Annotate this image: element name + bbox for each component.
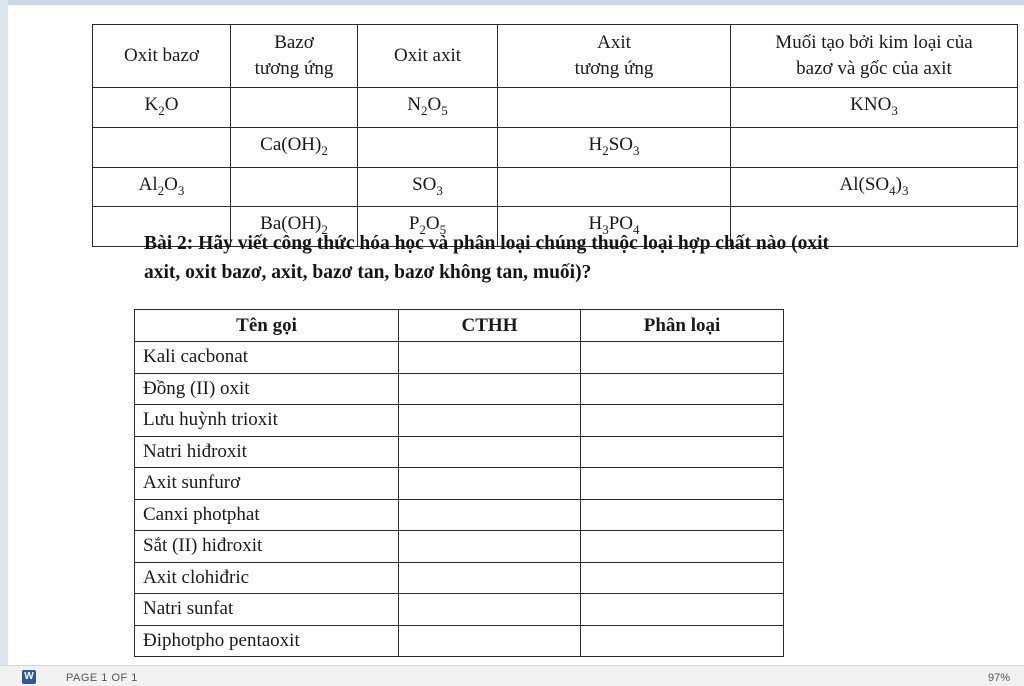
formula-cell: $N_2O_5$	[358, 88, 498, 128]
header-oxit-bazo: Oxit bazơ	[93, 25, 231, 88]
formula-cell	[498, 167, 731, 207]
cthh-cell[interactable]	[399, 405, 581, 437]
compound-name: Lưu huỳnh trioxit	[135, 405, 399, 437]
exercise-line-2: axit, oxit bazơ, axit, bazơ tan, bazơ không tan, muối)?	[144, 262, 592, 283]
formula-cell	[358, 127, 498, 167]
naming-table	[134, 309, 784, 657]
formula-cell	[231, 88, 358, 128]
phan-loai-cell[interactable]	[581, 468, 784, 500]
header-muoi: Muối tạo bởi kim loại của bazơ và gốc của axit	[731, 25, 1018, 88]
header-cthh: CTHH	[399, 310, 581, 342]
formula-cell	[93, 127, 231, 167]
header-ten-goi: Tên gọi	[135, 310, 399, 342]
formula-cell: $KNO_3$	[731, 88, 1018, 128]
naming-row	[135, 468, 784, 500]
cthh-cell[interactable]	[399, 531, 581, 563]
formula-cell	[731, 127, 1018, 167]
compound-row	[93, 127, 1018, 167]
compound-name: Sắt (II) hiđroxit	[135, 531, 399, 563]
phan-loai-cell[interactable]	[581, 562, 784, 594]
naming-row	[135, 625, 784, 657]
formula-cell: $Ca(OH)_2$	[231, 127, 358, 167]
phan-loai-cell[interactable]	[581, 405, 784, 437]
compound-name: Axit sunfurơ	[135, 468, 399, 500]
cthh-cell[interactable]	[399, 625, 581, 657]
compound-table-body	[93, 88, 1018, 247]
compound-name: Đồng (II) oxit	[135, 373, 399, 405]
word-icon[interactable]: W	[22, 670, 36, 684]
naming-row	[135, 436, 784, 468]
formula-cell: $Ba(OH)_2$	[231, 207, 358, 247]
header-bazo-tuong-ung: Bazơ tương ứng	[231, 25, 358, 88]
exercise-line-1: Bài 2: Hãy viết công thức hóa học và phân loại chúng thuộc loại hợp chất nào (oxit	[144, 233, 830, 254]
compound-table-header	[93, 25, 1018, 88]
compound-table	[92, 24, 1018, 247]
formula-cell	[498, 88, 731, 128]
formula-cell: $Al(SO_4)_3$	[731, 167, 1018, 207]
naming-row	[135, 594, 784, 626]
phan-loai-cell[interactable]	[581, 436, 784, 468]
formula-cell	[231, 167, 358, 207]
compound-name: Natri hiđroxit	[135, 436, 399, 468]
cthh-cell[interactable]	[399, 468, 581, 500]
formula-cell: $Al_2O_3$	[93, 167, 231, 207]
formula-cell: $H_2SO_3$	[498, 127, 731, 167]
naming-row	[135, 562, 784, 594]
status-bar	[0, 665, 1024, 686]
phan-loai-cell[interactable]	[581, 531, 784, 563]
phan-loai-cell[interactable]	[581, 342, 784, 374]
header-phan-loai: Phân loại	[581, 310, 784, 342]
window-left-border	[0, 0, 8, 665]
naming-row	[135, 405, 784, 437]
compound-name: Canxi photphat	[135, 499, 399, 531]
cthh-cell[interactable]	[399, 436, 581, 468]
cthh-cell[interactable]	[399, 594, 581, 626]
compound-name: Natri sunfat	[135, 594, 399, 626]
naming-row	[135, 342, 784, 374]
formula-cell: $K_2O$	[93, 88, 231, 128]
compound-name: Axit clohiđric	[135, 562, 399, 594]
cthh-cell[interactable]	[399, 499, 581, 531]
compound-row	[93, 167, 1018, 207]
cthh-cell[interactable]	[399, 373, 581, 405]
phan-loai-cell[interactable]	[581, 625, 784, 657]
cthh-cell[interactable]	[399, 342, 581, 374]
compound-name: Điphotpho pentaoxit	[135, 625, 399, 657]
phan-loai-cell[interactable]	[581, 594, 784, 626]
header-oxit-axit: Oxit axit	[358, 25, 498, 88]
compound-name: Kali cacbonat	[135, 342, 399, 374]
naming-row	[135, 373, 784, 405]
naming-table-header	[135, 310, 784, 342]
page-indicator[interactable]: PAGE 1 OF 1	[66, 672, 138, 684]
cthh-cell[interactable]	[399, 562, 581, 594]
formula-cell: $P_2O_5$	[358, 207, 498, 247]
compound-row	[93, 88, 1018, 128]
header-axit-tuong-ung: Axit tương ứng	[498, 25, 731, 88]
formula-cell: $SO_3$	[358, 167, 498, 207]
naming-row	[135, 531, 784, 563]
exercise-heading	[144, 229, 1024, 287]
formula-cell: $H_3PO_4$	[498, 207, 731, 247]
phan-loai-cell[interactable]	[581, 499, 784, 531]
naming-table-body	[135, 342, 784, 657]
document-page	[8, 5, 1024, 665]
phan-loai-cell[interactable]	[581, 373, 784, 405]
naming-row	[135, 499, 784, 531]
zoom-level[interactable]: 97%	[987, 672, 1010, 684]
